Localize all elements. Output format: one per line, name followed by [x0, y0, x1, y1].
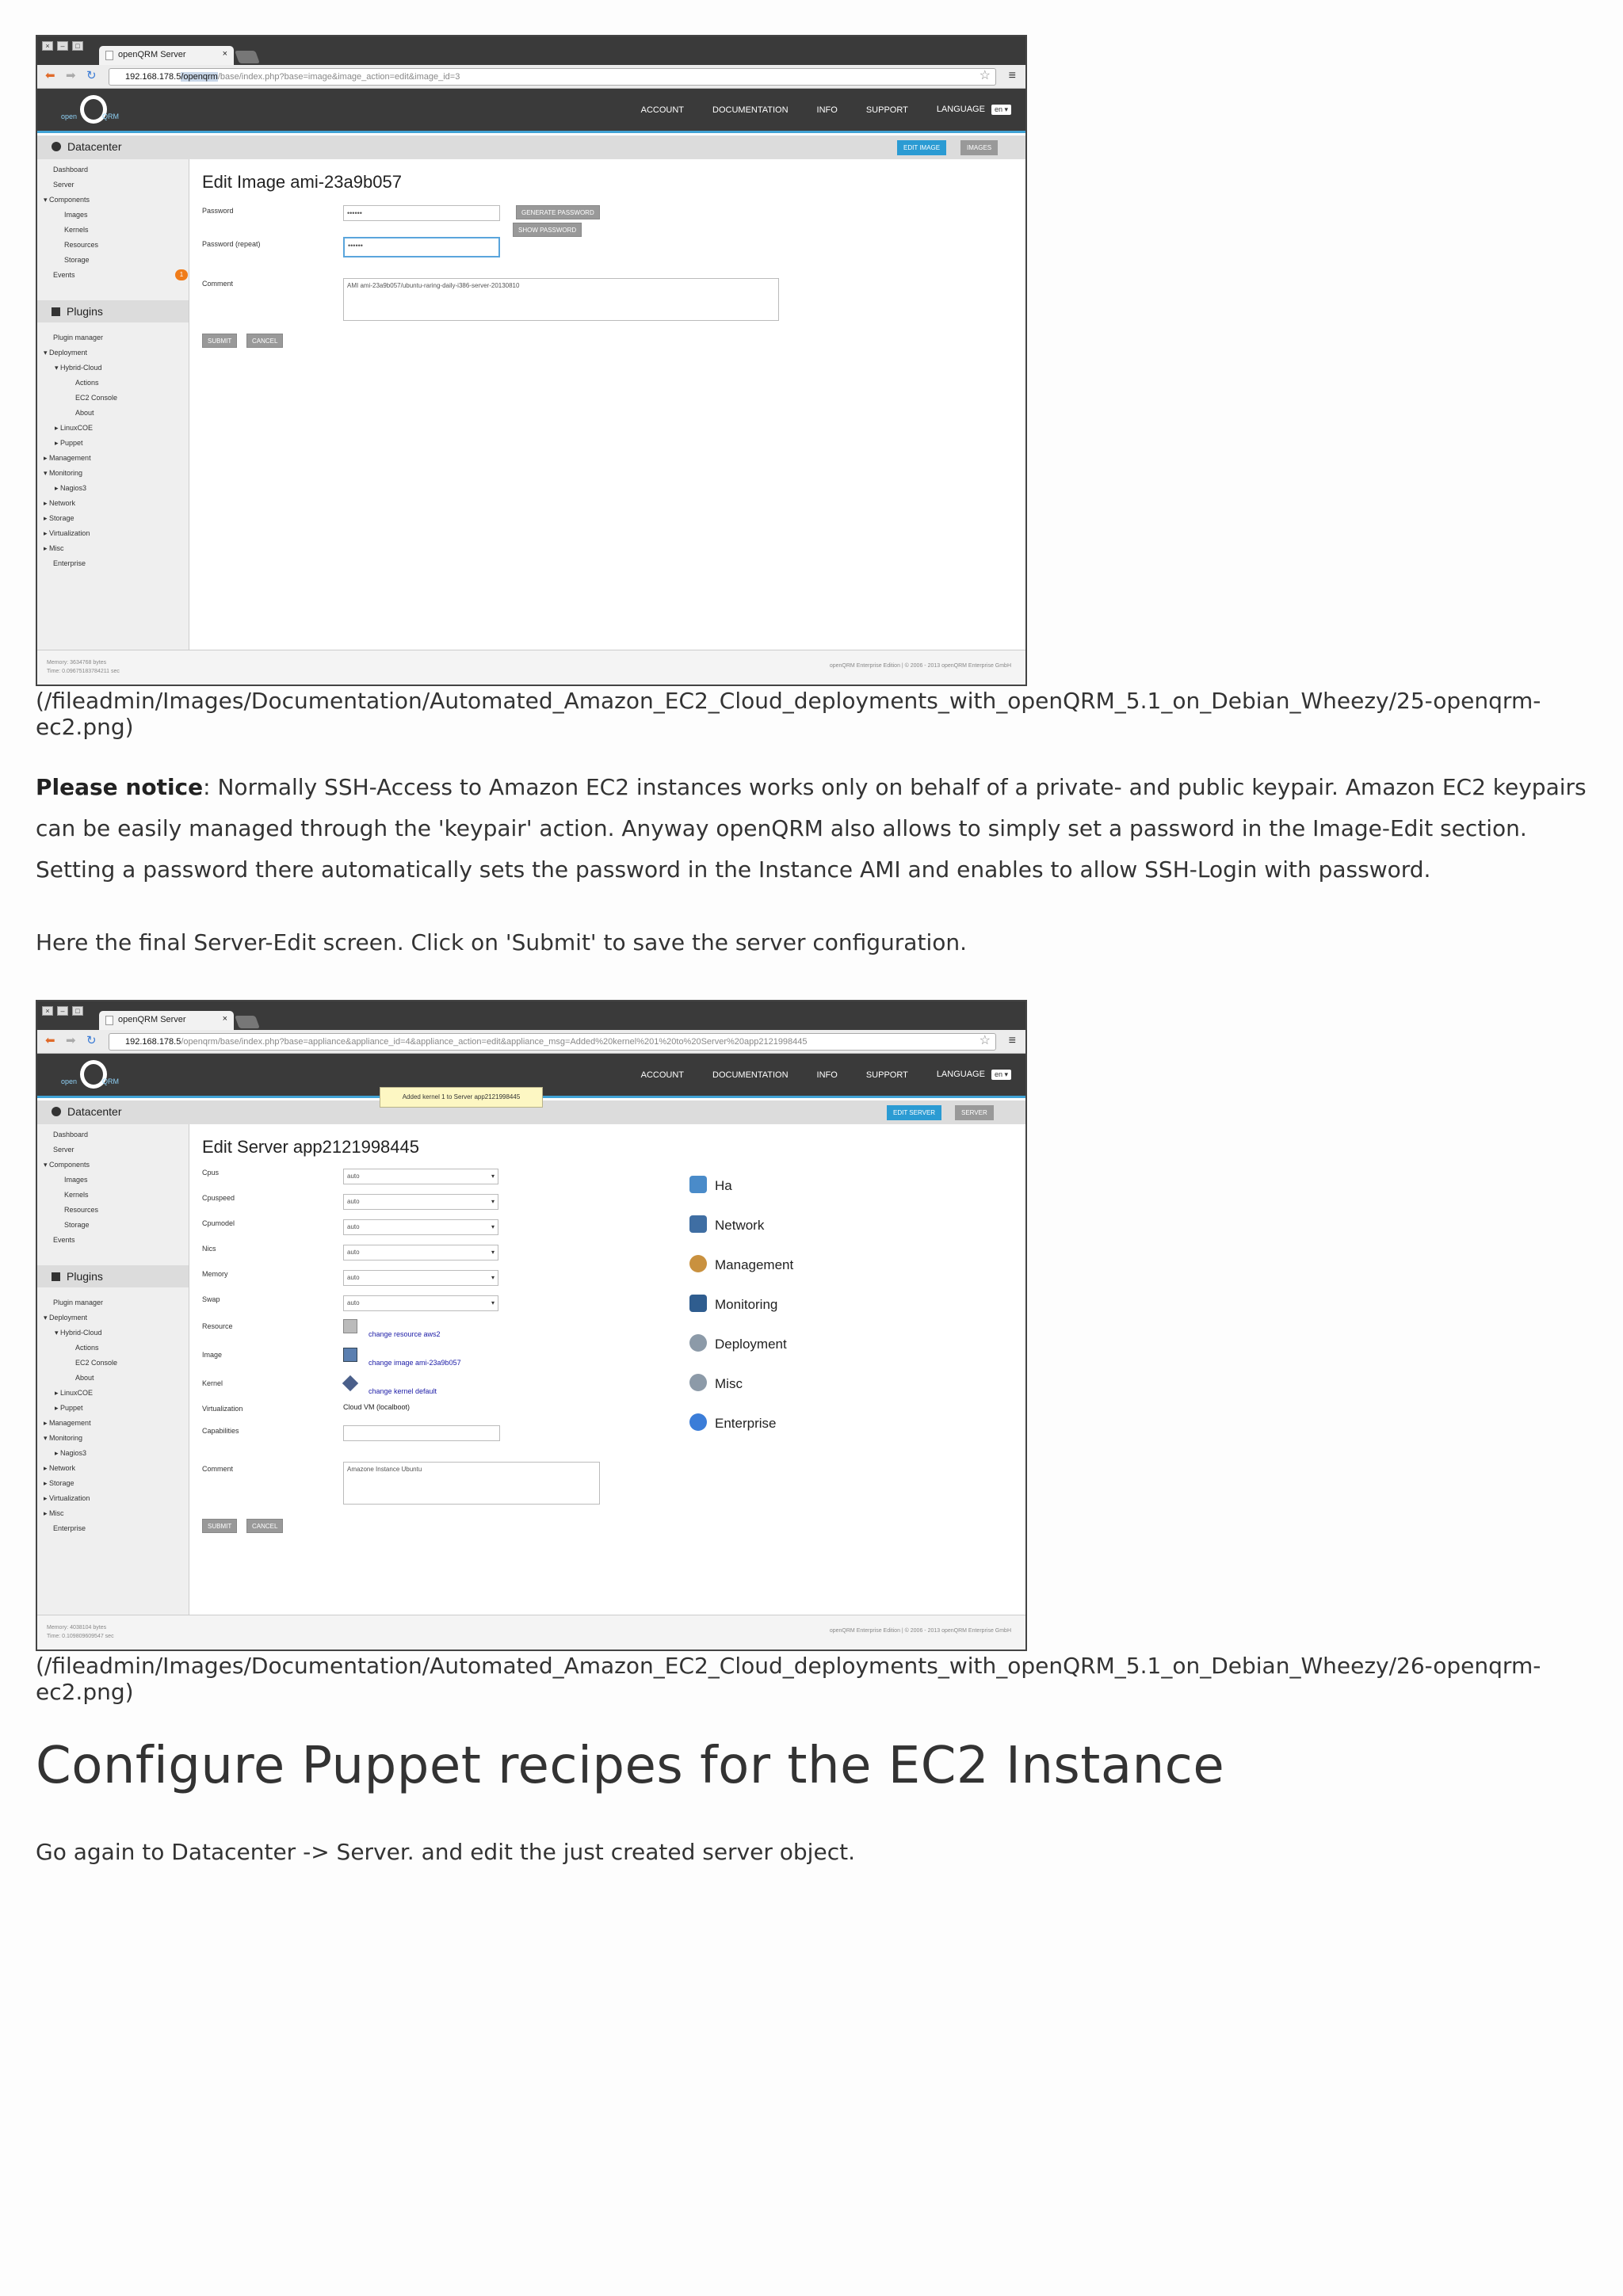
panel-item-monitoring[interactable]: Monitoring [689, 1295, 777, 1313]
close-window-button[interactable]: × [42, 41, 53, 51]
sidebar-item-storage-plugin[interactable]: ▸ Storage [44, 514, 74, 522]
openqrm-logo: open QRM [58, 1060, 120, 1090]
password-repeat-label: Password (repeat) [202, 240, 261, 248]
sidebar-item-misc[interactable]: ▸ Misc [44, 1509, 64, 1517]
sidebar-item-components[interactable]: ▾ Components [44, 196, 90, 204]
plugins-icon [52, 307, 60, 316]
nav-documentation[interactable]: DOCUMENTATION [712, 1070, 789, 1080]
show-password-button[interactable]: SHOW PASSWORD [513, 223, 582, 237]
new-tab-button[interactable] [235, 1016, 260, 1028]
capabilities-input[interactable] [343, 1425, 500, 1441]
reload-icon[interactable]: ↻ [86, 69, 97, 82]
tab-title: openQRM Server [118, 50, 186, 59]
notice-text: : Normally SSH-Access to Amazon EC2 instances works only on behalf of a private- and public keypair. Amazon EC2 keypairs can be easily managed through the 'keypair' action. Anyway openQRM also allows to simply set a password in the Image-Edit section. Setting a password there automatically sets the password in the Instance AMI and enables to allow SSH-Login with password. [36, 774, 1587, 883]
virtualization-value: Cloud VM (localboot) [343, 1403, 411, 1411]
sidebar-item-puppet[interactable]: ▸ Puppet [55, 1404, 83, 1412]
panel-item-ha[interactable]: Ha [689, 1176, 732, 1194]
sidebar-item-components[interactable]: ▾ Components [44, 1161, 90, 1169]
sidebar-item-plugin-manager[interactable]: Plugin manager [53, 334, 104, 341]
sidebar-item-about[interactable]: About [75, 409, 94, 417]
app-footer [37, 650, 1025, 685]
sidebar-item-nagios3[interactable]: ▸ Nagios3 [55, 484, 87, 492]
new-tab-button[interactable] [235, 51, 260, 63]
screenshot-edit-image [36, 35, 1027, 686]
browser-toolbar [37, 65, 1025, 89]
events-badge: 1 [175, 269, 188, 280]
footer-copyright: openQRM Enterprise Edition | © 2006 - 2013 openQRM Enterprise GmbH [829, 1628, 1011, 1634]
app-header [37, 89, 1025, 133]
sidebar-item-storage[interactable]: Storage [64, 256, 90, 264]
password-label: Password [202, 207, 234, 215]
sidebar-item-kernels[interactable]: Kernels [64, 1191, 89, 1199]
browser-titlebar [37, 36, 1025, 65]
sidebar-item-actions[interactable]: Actions [75, 1344, 99, 1352]
nav-account[interactable]: ACCOUNT [640, 1070, 685, 1080]
cpumodel-select[interactable]: auto ▾ [343, 1219, 498, 1235]
sidebar-item-events[interactable]: Events [53, 271, 75, 279]
datacenter-heading: Datacenter [52, 140, 121, 153]
sidebar-item-ec2-console[interactable]: EC2 Console [75, 1359, 118, 1367]
sidebar-item-management[interactable]: ▸ Management [44, 1419, 91, 1427]
footer-stats: Memory: 4038104 bytes Time: 0.109809609547 sec [47, 1625, 114, 1639]
sidebar-item-enterprise[interactable]: Enterprise [53, 559, 86, 567]
memory-label: Memory [202, 1270, 228, 1278]
management-icon [689, 1255, 707, 1272]
notice-bold: Please notice [36, 774, 204, 800]
sidebar-item-server[interactable]: Server [53, 181, 74, 189]
nav-account[interactable]: ACCOUNT [640, 105, 685, 115]
sidebar-item-nagios3[interactable]: ▸ Nagios3 [55, 1449, 87, 1457]
sidebar-item-events[interactable]: Events [53, 1236, 75, 1244]
sidebar [37, 159, 189, 650]
panel-item-network[interactable]: Network [689, 1215, 764, 1234]
sidebar-item-storage-plugin[interactable]: ▸ Storage [44, 1479, 74, 1487]
sidebar-item-storage[interactable]: Storage [64, 1221, 90, 1229]
section-heading: Configure Puppet recipes for the EC2 Instance [36, 1737, 1225, 1795]
nav-info[interactable]: INFO [816, 105, 838, 115]
nav-language[interactable]: LANGUAGE en ▾ [937, 1070, 1011, 1080]
sidebar-item-linuxcoe[interactable]: ▸ LinuxCOE [55, 1389, 94, 1397]
kernel-icon [342, 1375, 358, 1391]
main-content [193, 159, 1025, 650]
sidebar-item-hybrid-cloud[interactable]: ▾ Hybrid-Cloud [55, 364, 102, 372]
tab-close-icon[interactable]: × [222, 1014, 227, 1024]
sidebar-item-virtualization[interactable]: ▸ Virtualization [44, 529, 90, 537]
browser-tab[interactable] [99, 1011, 234, 1030]
edit-server-tab-button[interactable]: EDIT SERVER [887, 1105, 941, 1120]
sidebar [37, 1124, 189, 1615]
password-repeat-field[interactable]: •••••• [343, 237, 500, 257]
plugins-heading: Plugins [37, 300, 189, 322]
last-paragraph: Go again to Datacenter -> Server. and edit the just created server object. [36, 1839, 855, 1865]
nav-support[interactable]: SUPPORT [865, 1070, 908, 1080]
sidebar-item-resources[interactable]: Resources [64, 1206, 99, 1214]
plugins-icon [52, 1272, 60, 1281]
close-window-button[interactable]: × [42, 1006, 53, 1016]
footer-copyright: openQRM Enterprise Edition | © 2006 - 2013 openQRM Enterprise GmbH [829, 663, 1011, 669]
language-select[interactable]: en ▾ [991, 105, 1011, 115]
maximize-window-button[interactable]: □ [72, 41, 83, 51]
swap-select[interactable]: auto ▾ [343, 1295, 498, 1311]
top-navigation [641, 1070, 1011, 1080]
panel-item-misc[interactable]: Misc [689, 1374, 743, 1392]
panel-item-management[interactable]: Management [689, 1255, 793, 1273]
datacenter-bar [37, 135, 1025, 159]
sidebar-item-plugin-manager[interactable]: Plugin manager [53, 1299, 104, 1306]
bookmark-star-icon[interactable]: ☆ [979, 69, 991, 82]
panel-item-deployment[interactable]: Deployment [689, 1334, 787, 1352]
sidebar-item-monitoring[interactable]: ▾ Monitoring [44, 1434, 83, 1442]
back-icon[interactable]: ⬅ [45, 69, 55, 82]
sidebar-item-about[interactable]: About [75, 1374, 94, 1382]
sidebar-item-images[interactable]: Images [64, 1176, 88, 1184]
main-content [193, 1124, 1025, 1615]
final-screen-paragraph: Here the final Server-Edit screen. Click on 'Submit' to save the server configuration. [36, 929, 968, 955]
image-label: Image [202, 1351, 223, 1359]
resource-icon [343, 1319, 357, 1333]
sidebar-item-network[interactable]: ▸ Network [44, 499, 76, 507]
url-path-highlight: /openqrm [181, 72, 218, 82]
generate-password-button[interactable]: GENERATE PASSWORD [516, 205, 600, 219]
comment-label: Comment [202, 1465, 234, 1473]
back-icon[interactable]: ⬅ [45, 1034, 55, 1047]
maximize-window-button[interactable]: □ [72, 1006, 83, 1016]
edit-image-tab-button[interactable]: EDIT IMAGE [897, 140, 946, 155]
nics-label: Nics [202, 1245, 216, 1253]
image-caption-2: (/fileadmin/Images/Documentation/Automated_Amazon_EC2_Cloud_deployments_with_openQRM_5.1_on_Debian_Wheezy/26-openqrm-ec2.png) [36, 1653, 1541, 1705]
page-icon [105, 1016, 113, 1025]
kernel-label: Kernel [202, 1379, 223, 1387]
nav-support[interactable]: SUPPORT [865, 105, 908, 115]
page-title: Edit Server app2121998445 [202, 1137, 419, 1157]
sidebar-item-kernels[interactable]: Kernels [64, 226, 89, 234]
change-resource-link[interactable]: change resource aws2 [369, 1330, 441, 1338]
bookmark-star-icon[interactable]: ☆ [979, 1034, 991, 1047]
comment-label: Comment [202, 280, 234, 288]
browser-toolbar [37, 1030, 1025, 1054]
language-select[interactable]: en ▾ [991, 1070, 1011, 1080]
page-title: Edit Image ami-23a9b057 [202, 172, 402, 192]
nav-language[interactable]: LANGUAGE en ▾ [937, 105, 1011, 115]
ha-icon [689, 1176, 707, 1193]
sidebar-item-hybrid-cloud[interactable]: ▾ Hybrid-Cloud [55, 1329, 102, 1337]
tab-close-icon[interactable]: × [222, 49, 227, 59]
cancel-button[interactable]: CANCEL [246, 334, 283, 348]
deployment-gear-icon [689, 1334, 707, 1352]
datacenter-icon [52, 142, 61, 151]
sidebar-item-actions[interactable]: Actions [75, 379, 99, 387]
page-icon [105, 51, 113, 60]
sidebar-item-dashboard[interactable]: Dashboard [53, 1131, 89, 1138]
screenshot-edit-server [36, 1000, 1027, 1651]
url-rest: /base/index.php?base=image&image_action=edit&image_id=3 [217, 72, 460, 82]
footer-stats: Memory: 3634768 bytes Time: 0.09675183784211 sec [47, 660, 120, 674]
sidebar-item-network[interactable]: ▸ Network [44, 1464, 76, 1472]
sidebar-item-dashboard[interactable]: Dashboard [53, 166, 89, 174]
status-toast: Added kernel 1 to Server app2121998445 [380, 1087, 543, 1108]
cpuspeed-label: Cpuspeed [202, 1194, 235, 1202]
nav-info[interactable]: INFO [816, 1070, 838, 1080]
cpus-select[interactable]: auto ▾ [343, 1169, 498, 1184]
sidebar-item-misc[interactable]: ▸ Misc [44, 544, 64, 552]
sidebar-item-server[interactable]: Server [53, 1146, 74, 1154]
sidebar-item-images[interactable]: Images [64, 211, 88, 219]
url-rest: /openqrm/base/index.php?base=appliance&appliance_id=4&appliance_action=edit&appliance_msg=Added%20kernel%201%20to%20Server%20app2121998445 [181, 1037, 808, 1047]
cpuspeed-select[interactable]: auto ▾ [343, 1194, 498, 1210]
notice-paragraph [36, 767, 1589, 891]
virtualization-label: Virtualization [202, 1405, 243, 1413]
menu-icon[interactable]: ≡ [1008, 1034, 1016, 1047]
sidebar-item-monitoring[interactable]: ▾ Monitoring [44, 469, 83, 477]
password-field[interactable]: •••••• [343, 205, 500, 221]
minimize-window-button[interactable]: – [57, 41, 68, 51]
memory-select[interactable]: auto ▾ [343, 1270, 498, 1286]
window-controls [42, 41, 83, 51]
sidebar-item-virtualization[interactable]: ▸ Virtualization [44, 1494, 90, 1502]
url-host: 192.168.178.5 [125, 1037, 181, 1047]
address-bar[interactable] [109, 68, 996, 86]
top-navigation [641, 105, 1011, 115]
minimize-window-button[interactable]: – [57, 1006, 68, 1016]
forward-icon[interactable]: ➡ [66, 69, 76, 82]
change-kernel-link[interactable]: change kernel default [369, 1387, 437, 1395]
forward-icon[interactable]: ➡ [66, 1034, 76, 1047]
reload-icon[interactable]: ↻ [86, 1034, 97, 1047]
sidebar-item-deployment[interactable]: ▾ Deployment [44, 1314, 88, 1322]
sidebar-item-resources[interactable]: Resources [64, 241, 99, 249]
nics-select[interactable]: auto ▾ [343, 1245, 498, 1261]
submit-button[interactable]: SUBMIT [202, 334, 237, 348]
misc-gear-icon [689, 1374, 707, 1391]
plugins-heading: Plugins [37, 1265, 189, 1287]
images-tab-button[interactable]: IMAGES [960, 140, 998, 155]
url-host: 192.168.178.5 [125, 72, 181, 82]
nav-documentation[interactable]: DOCUMENTATION [712, 105, 789, 115]
address-bar[interactable] [109, 1033, 996, 1051]
cpus-label: Cpus [202, 1169, 220, 1177]
openqrm-logo: open QRM [58, 95, 120, 125]
sidebar-item-puppet[interactable]: ▸ Puppet [55, 439, 83, 447]
tab-title: openQRM Server [118, 1015, 186, 1024]
app-footer [37, 1615, 1025, 1650]
network-icon [689, 1215, 707, 1233]
menu-icon[interactable]: ≡ [1008, 69, 1016, 82]
server-tab-button[interactable]: SERVER [955, 1105, 994, 1120]
image-caption-1: (/fileadmin/Images/Documentation/Automated_Amazon_EC2_Cloud_deployments_with_openQRM_5.1_on_Debian_Wheezy/25-openqrm-ec2.png) [36, 688, 1541, 740]
cpumodel-label: Cpumodel [202, 1219, 235, 1227]
sidebar-item-deployment[interactable]: ▾ Deployment [44, 349, 88, 357]
sidebar-item-enterprise[interactable]: Enterprise [53, 1524, 86, 1532]
browser-tab[interactable] [99, 46, 234, 65]
image-icon [343, 1348, 357, 1362]
change-image-link[interactable]: change image ami-23a9b057 [369, 1359, 461, 1367]
capabilities-label: Capabilities [202, 1427, 239, 1435]
swap-label: Swap [202, 1295, 220, 1303]
sidebar-item-linuxcoe[interactable]: ▸ LinuxCOE [55, 424, 94, 432]
datacenter-icon [52, 1107, 61, 1116]
browser-titlebar [37, 1001, 1025, 1030]
resource-label: Resource [202, 1322, 233, 1330]
comment-textarea[interactable]: AMI ami-23a9b057/ubuntu-raring-daily-i386-server-20130810 [343, 278, 779, 321]
enterprise-globe-icon [689, 1413, 707, 1431]
datacenter-heading: Datacenter [52, 1105, 121, 1118]
monitoring-icon [689, 1295, 707, 1312]
panel-item-enterprise[interactable]: Enterprise [689, 1413, 776, 1432]
sidebar-item-management[interactable]: ▸ Management [44, 454, 91, 462]
window-controls [42, 1006, 83, 1016]
cancel-button[interactable]: CANCEL [246, 1519, 283, 1533]
submit-button[interactable]: SUBMIT [202, 1519, 237, 1533]
comment-textarea[interactable]: Amazone Instance Ubuntu [343, 1462, 600, 1505]
sidebar-item-ec2-console[interactable]: EC2 Console [75, 394, 118, 402]
